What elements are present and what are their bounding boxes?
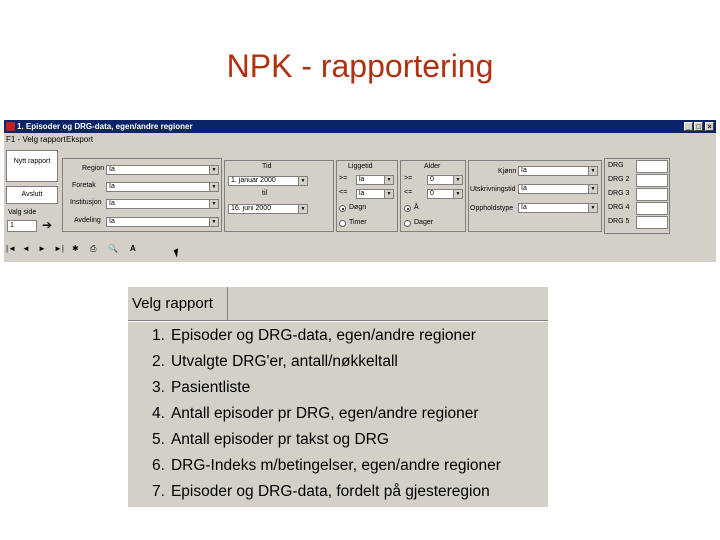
alder-min-select[interactable]: 0 ▼ xyxy=(427,175,463,185)
velg-rapport-menu xyxy=(128,287,548,507)
liggetid-op-max: <= xyxy=(339,189,348,196)
timer-radio[interactable] xyxy=(339,220,346,227)
menu-velg-rapport[interactable]: F1 - Velg rapport xyxy=(6,135,66,144)
maximize-button[interactable]: □ xyxy=(694,122,703,131)
menu-eksport[interactable]: Eksport xyxy=(66,135,94,144)
chevron-down-icon: ▼ xyxy=(209,183,218,191)
prev-record-icon[interactable]: ◄ xyxy=(22,244,30,253)
chevron-down-icon: ▼ xyxy=(209,218,218,226)
liggetid-header: Liggetid xyxy=(348,163,373,170)
drg1-label: DRG xyxy=(608,162,624,169)
valg-side-input[interactable]: 1 xyxy=(7,220,37,232)
chevron-down-icon: ▼ xyxy=(453,176,462,184)
chevron-down-icon: ▼ xyxy=(588,185,597,193)
oppholdstype-select[interactable]: Ia ▼ xyxy=(518,203,598,213)
slide-title: NPK - rapportering xyxy=(226,48,494,84)
institusjon-select[interactable]: Ia ▼ xyxy=(106,199,219,209)
kjonn-select[interactable]: Ia ▼ xyxy=(518,166,598,176)
alder-header: Alder xyxy=(424,163,441,170)
next-record-icon[interactable]: ► xyxy=(38,244,46,253)
foretak-label: Foretak xyxy=(72,182,96,189)
zoom-icon[interactable]: 🔍 xyxy=(108,244,118,253)
menu-item-2[interactable]: 2. Utvalgte DRG'er, antall/nøkkeltall xyxy=(152,353,398,370)
drg5-input[interactable] xyxy=(636,216,668,229)
alder-op-max: <= xyxy=(404,189,413,196)
region-select[interactable]: Ia ▼ xyxy=(106,165,219,175)
arrow-right-icon[interactable]: ➔ xyxy=(42,218,53,232)
chevron-down-icon: ▼ xyxy=(298,205,307,213)
region-label: Region xyxy=(82,165,105,172)
ar-label: Å xyxy=(414,204,419,211)
drg2-input[interactable] xyxy=(636,174,668,187)
alder-max-select[interactable]: 0 ▼ xyxy=(427,189,463,199)
dogn-label: Døgn xyxy=(349,204,367,211)
new-report-button[interactable]: Nytt rapport xyxy=(6,150,58,182)
drg3-input[interactable] xyxy=(636,188,668,201)
app-icon xyxy=(6,122,15,131)
chevron-down-icon: ▼ xyxy=(298,177,307,185)
til-label: til xyxy=(262,190,268,197)
foretak-select[interactable]: Ia ▼ xyxy=(106,182,219,192)
valg-side-label: Valg side xyxy=(8,209,37,216)
drg1-input[interactable] xyxy=(636,160,668,173)
menu-item-5[interactable]: 5. Antall episoder pr takst og DRG xyxy=(152,431,389,448)
chevron-down-icon: ▼ xyxy=(209,200,218,208)
menu-item-3[interactable]: 3. Pasientliste xyxy=(152,379,251,396)
chevron-down-icon: ▼ xyxy=(588,204,597,212)
chevron-down-icon: ▼ xyxy=(209,166,218,174)
find-icon[interactable]: A xyxy=(130,244,136,253)
chevron-down-icon: ▼ xyxy=(384,190,393,198)
dager-label: Dager xyxy=(414,219,434,226)
drg4-label: DRG 4 xyxy=(608,204,630,211)
liggetid-min-select[interactable]: la ▼ xyxy=(356,175,394,185)
menu-item-1[interactable]: 1. Episoder og DRG-data, egen/andre regioner xyxy=(152,327,476,344)
window-titlebar xyxy=(4,120,716,133)
drg2-label: DRG 2 xyxy=(608,176,630,183)
utskrivningstid-select[interactable]: Ia ▼ xyxy=(518,184,598,194)
period-header: Tid xyxy=(262,163,272,170)
chevron-down-icon: ▼ xyxy=(453,190,462,198)
close-button[interactable]: × xyxy=(705,122,714,131)
minimize-button[interactable]: _ xyxy=(684,122,693,131)
ar-radio[interactable] xyxy=(404,205,411,212)
print-icon[interactable]: ⎙ xyxy=(90,244,97,253)
first-record-icon[interactable]: |◄ xyxy=(6,244,16,253)
liggetid-op-min: >= xyxy=(339,175,348,182)
chevron-down-icon: ▼ xyxy=(384,176,393,184)
kjonn-label: Kjønn xyxy=(498,168,517,175)
drg3-label: DRG 3 xyxy=(608,190,630,197)
velg-rapport-tab[interactable]: Velg rapport xyxy=(128,287,228,320)
drg4-input[interactable] xyxy=(636,202,668,215)
institusjon-label: Institusjon xyxy=(70,199,102,206)
last-record-icon[interactable]: ►| xyxy=(54,244,64,253)
chevron-down-icon: ▼ xyxy=(588,167,597,175)
date-from-select[interactable]: 1. januar 2000 ▼ xyxy=(228,176,308,186)
oppholdstype-label: Oppholdstype xyxy=(470,205,514,212)
date-to-select[interactable]: 16. juni 2000 ▼ xyxy=(228,204,308,214)
menu-item-4[interactable]: 4. Antall episoder pr DRG, egen/andre regioner xyxy=(152,405,479,422)
window-title: 1. Episoder og DRG-data, egen/andre regioner xyxy=(17,122,193,131)
avdeling-label: Avdeling xyxy=(74,217,101,224)
timer-label: Timer xyxy=(349,219,367,226)
exit-button[interactable]: Avslutt xyxy=(6,186,58,204)
menu-item-7[interactable]: 7. Episoder og DRG-data, fordelt på gjesteregion xyxy=(152,483,490,500)
app-window xyxy=(4,120,716,262)
menubar xyxy=(4,134,716,145)
period-panel xyxy=(224,160,334,232)
menu-divider xyxy=(128,320,548,322)
liggetid-max-select[interactable]: la ▼ xyxy=(356,189,394,199)
utskrivningstid-label: Utskrivningstid xyxy=(470,186,516,193)
dager-radio[interactable] xyxy=(404,220,411,227)
menu-item-6[interactable]: 6. DRG-Indeks m/betingelser, egen/andre regioner xyxy=(152,457,501,474)
avdeling-select[interactable]: Ia ▼ xyxy=(106,217,219,227)
dogn-radio[interactable] xyxy=(339,205,346,212)
record-navigation-bar xyxy=(4,242,716,256)
new-record-icon[interactable]: ✱ xyxy=(72,244,79,253)
drg5-label: DRG 5 xyxy=(608,218,630,225)
alder-op-min: >= xyxy=(404,175,413,182)
